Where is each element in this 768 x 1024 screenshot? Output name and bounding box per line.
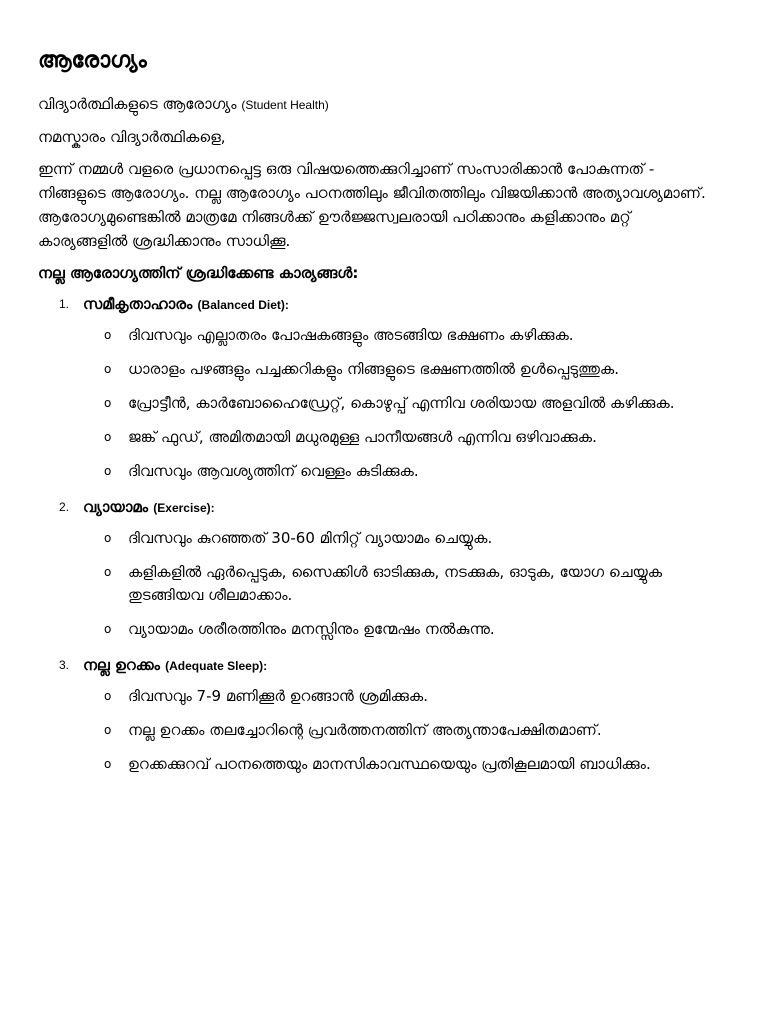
point-text: ദിവസവും ആവശ്യത്തിന് വെള്ളം കുടിക്കുക. xyxy=(128,462,419,480)
topic-heading xyxy=(38,291,708,318)
document-title: ആരോഗ്യം xyxy=(38,48,147,73)
topic-item xyxy=(38,652,708,776)
bullet-circle-icon: o xyxy=(104,362,112,376)
point-text: കളികളിൽ ഏർപ്പെടുക, സൈക്കിൾ ഓടിക്കുക, നടക്കുക, ഓടുക, യോഗ ചെയ്യുക തുടങ്ങിയവ ശീലമാക്കാം. xyxy=(128,563,663,604)
point-text: നല്ല ഉറക്കം തലച്ചോറിന്റെ പ്രവർത്തനത്തിന് അത്യന്താപേക്ഷിതമാണ്. xyxy=(128,721,602,739)
bullet-circle-icon: o xyxy=(104,689,112,703)
bullet-circle-icon: o xyxy=(104,531,112,545)
topic-item xyxy=(38,494,708,641)
bullet-circle-icon: o xyxy=(104,757,112,771)
point-text: ദിവസവും എല്ലാതരം പോഷകങ്ങളും അടങ്ങിയ ഭക്ഷണം കഴിക്കുക. xyxy=(128,326,574,344)
bullet-circle-icon: o xyxy=(104,565,112,579)
topic-number: 2. xyxy=(59,500,70,514)
list-item xyxy=(38,561,708,607)
bullet-circle-icon: o xyxy=(104,328,112,342)
topic-title-malayalam: നല്ല ഉറക്കം xyxy=(83,656,160,674)
point-text: ദിവസവും 7-9 മണിക്കൂർ ഉറങ്ങാൻ ശ്രമിക്കുക. xyxy=(128,687,428,705)
bullet-circle-icon: o xyxy=(104,430,112,444)
topic-title-english: (Exercise): xyxy=(153,501,215,515)
topic-title-english: (Balanced Diet): xyxy=(197,298,289,312)
list-item xyxy=(38,426,708,449)
topic-title-malayalam: വ്യായാമം xyxy=(83,498,149,516)
point-list xyxy=(38,527,708,641)
topic-number: 3. xyxy=(59,658,70,672)
bullet-circle-icon: o xyxy=(104,723,112,737)
document-subtitle xyxy=(38,92,708,117)
point-text: ദിവസവും കുറഞ്ഞത് 30-60 മിനിറ്റ് വ്യായാമം ചെയ്യുക. xyxy=(128,529,493,547)
subtitle-malayalam: വിദ്യാർത്ഥികളുടെ ആരോഗ്യം xyxy=(38,95,237,113)
point-list xyxy=(38,685,708,776)
list-item xyxy=(38,358,708,381)
list-item xyxy=(38,618,708,641)
topic-number: 1. xyxy=(59,297,70,311)
bullet-circle-icon: o xyxy=(104,622,112,636)
greeting: നമസ്കാരം വിദ്യാർത്ഥികളെ, xyxy=(38,128,226,146)
list-item xyxy=(38,392,708,415)
bullet-circle-icon: o xyxy=(104,396,112,410)
topic-list xyxy=(38,291,708,776)
point-text: പ്രോട്ടീൻ, കാർബോഹൈഡ്രേറ്റ്, കൊഴുപ്പ് എന്നിവ ശരിയായ അളവിൽ കഴിക്കുക. xyxy=(128,394,675,412)
list-item xyxy=(38,324,708,347)
bullet-circle-icon: o xyxy=(104,464,112,478)
point-text: ഉറക്കക്കുറവ് പഠനത്തെയും മാനസികാവസ്ഥയെയും പ്രതികൂലമായി ബാധിക്കും. xyxy=(128,755,651,773)
point-text: ധാരാളം പഴങ്ങളും പച്ചക്കറികളും നിങ്ങളുടെ ഭക്ഷണത്തിൽ ഉൾപ്പെടുത്തുക. xyxy=(128,360,619,378)
topic-title-english: (Adequate Sleep): xyxy=(165,659,268,673)
list-item xyxy=(38,460,708,483)
topic-item xyxy=(38,291,708,483)
point-text: വ്യായാമം ശരീരത്തിനും മനസ്സിനും ഉന്മേഷം നൽകുന്നു. xyxy=(128,620,495,638)
list-item xyxy=(38,719,708,742)
topic-heading xyxy=(38,494,708,521)
topic-title-malayalam: സമീകൃതാഹാരം xyxy=(83,295,193,313)
list-item xyxy=(38,527,708,550)
point-list xyxy=(38,324,708,483)
intro-paragraph: ഇന്ന് നമ്മൾ വളരെ പ്രധാനപ്പെട്ട ഒരു വിഷയത്തെക്കുറിച്ചാണ് സംസാരിക്കാൻ പോകുന്നത് - നിങ്ങളുടെ ആരോഗ്യം. നല്ല ആരോഗ്യം പഠനത്തിലും ജീവിതത്തിലും വിജയിക്കാൻ അത്യാവശ്യമാണ്. ആരോഗ്യമുണ്ടെങ്കിൽ മാത്രമേ നിങ്ങൾക്ക് ഊർജ്ജസ്വലരായി പഠിക്കാനും കളിക്കാനും മറ്റ് കാര്യങ്ങളിൽ ശ്രദ്ധിക്കാനും സാധിക്കൂ. xyxy=(38,160,706,250)
list-item xyxy=(38,753,708,776)
subtitle-english: (Student Health) xyxy=(241,98,329,112)
topic-heading xyxy=(38,652,708,679)
point-text: ജങ്ക് ഫുഡ്, അമിതമായി മധുരമുള്ള പാനീയങ്ങൾ എന്നിവ ഒഴിവാക്കുക. xyxy=(128,428,597,446)
section-heading: നല്ല ആരോഗ്യത്തിന് ശ്രദ്ധിക്കേണ്ട കാര്യങ്ങൾ: xyxy=(38,264,359,282)
list-item xyxy=(38,685,708,708)
